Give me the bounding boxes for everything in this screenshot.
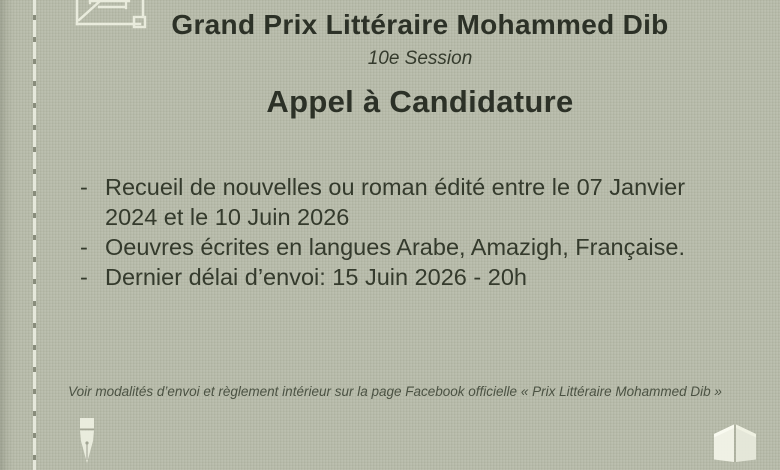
open-book-icon [712,422,758,466]
bullet-dash: - [80,234,88,260]
bullet-line: Oeuvres écrites en langues Arabe, Amazigh, Française. [105,234,685,260]
bullet-item [80,262,740,292]
pen-nib-icon [77,418,97,464]
bullet-item [80,232,740,262]
page-edge-shadow [0,0,14,470]
footer-note: Voir modalités d’envoi et règlement intérieur sur la page Facebook officielle « Prix Littéraire Mohammed Dib » [68,384,722,399]
bullet-dash: - [80,174,88,200]
bullet-line: Recueil de nouvelles ou roman édité entre le 07 Janvier [105,174,686,200]
bullet-line: Dernier délai d’envoi: 15 Juin 2026 - 20h [105,264,527,290]
bullet-dash: - [80,264,88,290]
session-subtitle: 10e Session [367,48,473,69]
poster-title: Grand Prix Littéraire Mohammed Dib [171,9,669,40]
bullet-line: 2024 et le 10 Juin 2026 [105,204,350,230]
call-heading: Appel à Candidature [266,84,574,119]
bullet-list [80,172,740,292]
bullet-item [80,172,740,232]
